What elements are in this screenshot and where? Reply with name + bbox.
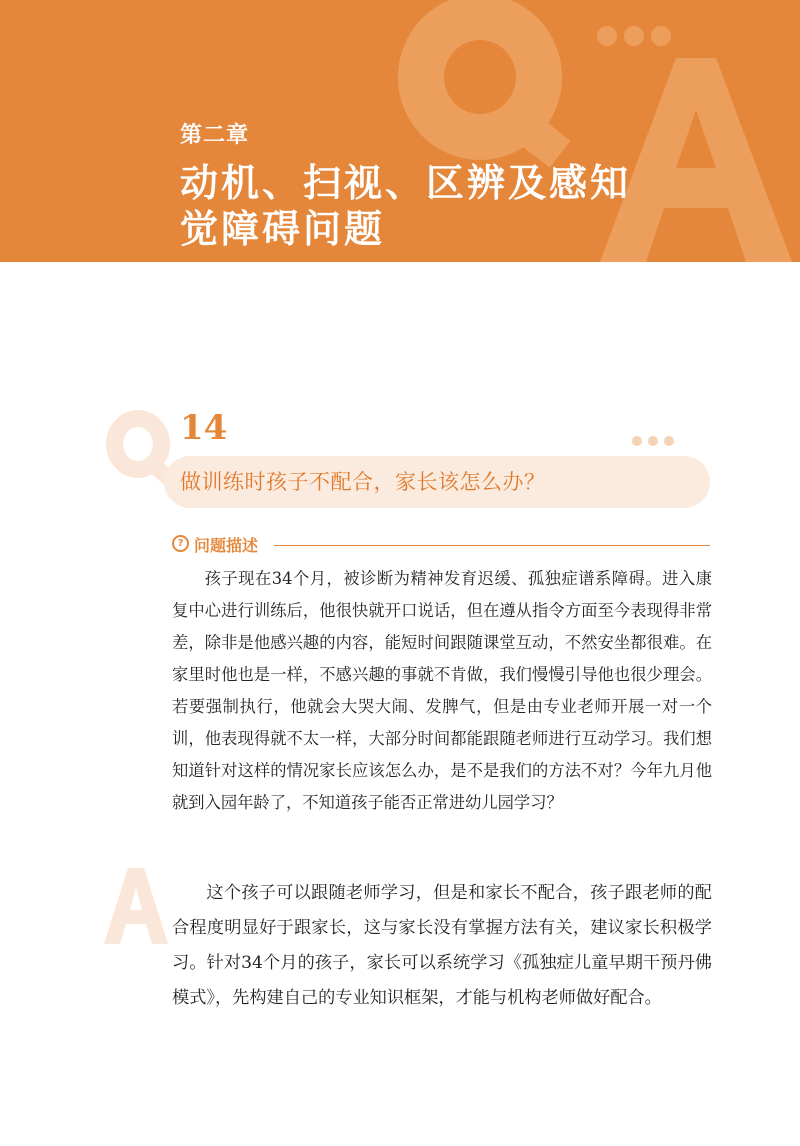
chapter-title: 动机、扫视、区辨及感知觉障碍问题 xyxy=(180,160,632,251)
a-letter-decoration xyxy=(104,868,168,944)
dot-decoration xyxy=(648,436,658,446)
question-bubble-icon: ? xyxy=(172,535,189,552)
description-body: 孩子现在34个月，被诊断为精神发育迟缓、孤独症谱系障碍。进入康复中心进行训练后，他很快就开口说话，但在遵从指令方面至今表现得非常差，除非是他感兴趣的内容，能短时间跟随课堂互动，不然安坐都很难。在家里时他也是一样，不感兴趣的事就不肯做，我们慢慢引导他也很少理会。若要强制执行，他就会大哭大闹、发脾气，但是由专业老师开展一对一个训，他表现得就不太一样，大部分时间都能跟随老师进行互动学习。我们想知道针对这样的情况家长应该怎么办，是不是我们的方法不对？今年九月他就到入园年龄了，不知道孩子能否正常进幼儿园学习？ xyxy=(172,569,712,812)
chapter-banner xyxy=(0,0,800,262)
banner-dot-decoration xyxy=(624,26,644,46)
description-divider xyxy=(274,545,710,546)
banner-dot-decoration xyxy=(597,26,617,46)
dot-decoration xyxy=(632,436,642,446)
chapter-label: 第二章 xyxy=(180,122,250,148)
description-label: 问题描述 xyxy=(194,536,259,555)
dot-decoration xyxy=(664,436,674,446)
question-number: 14 xyxy=(180,408,228,448)
question-title: 做训练时孩子不配合，家长该怎么办？ xyxy=(180,470,546,494)
description-header xyxy=(172,533,710,557)
answer-body: 这个孩子可以跟随老师学习，但是和家长不配合，孩子跟老师的配合程度明显好于跟家长，这与家长没有掌握方法有关，建议家长积极学习。针对34个月的孩子，家长可以系统学习《孤独症儿童早期干预丹佛模式》，先构建自己的专业知识框架，才能与机构老师做好配合。 xyxy=(172,883,712,1008)
banner-dot-decoration xyxy=(651,26,671,46)
